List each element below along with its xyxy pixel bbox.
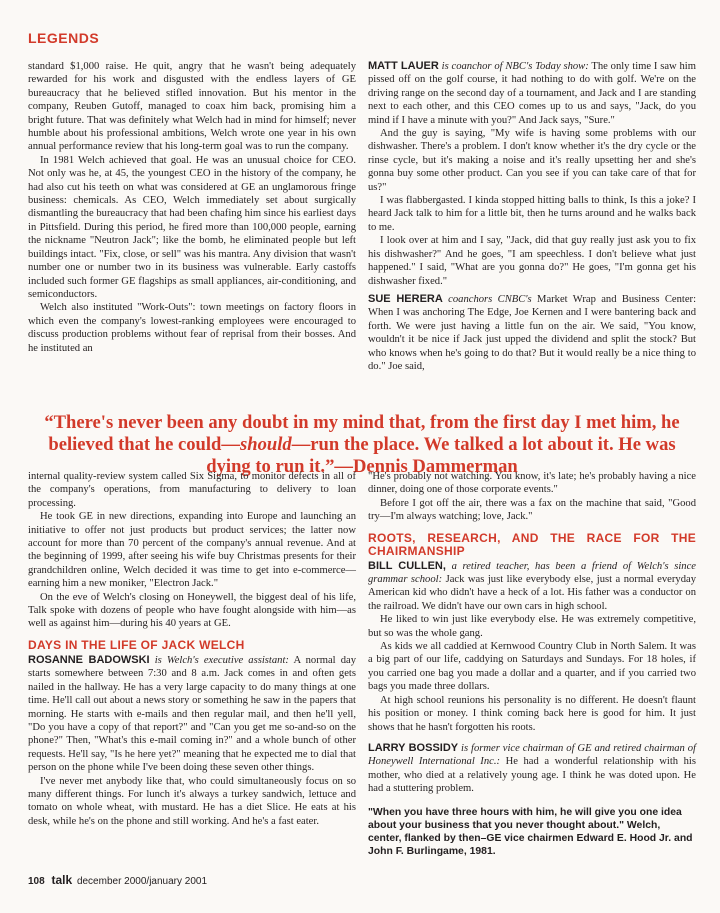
paragraph: Before I got off the air, there was a fax on the machine that said, "Good try—I'm always watching; love, Jack." [368, 497, 696, 523]
testimony-bill-cullen [368, 560, 696, 614]
paragraph: I've never met anybody like that, who could simultaneously focus on so many different things. For lunch it's always a turkey sandwich, lettuce and tomato on whole wheat, with mustard. He has a diet Slice. He eats at his desk, while he's on the phone and still working. And he's a fast eater. [28, 775, 356, 827]
paragraph: internal quality-review system called Six Sigma, to monitor defects in all of the company's operations, from manufacturing to delivery to loan processing. [28, 471, 356, 509]
testimony-text: He had a wonderful relationship with his mother, who died at a relatively young age. I think he was doted upon. He had a stuttering problem. [368, 756, 696, 795]
column-left-upper [28, 60, 356, 355]
subhead-days-in-the-life: DAYS IN THE LIFE OF JACK WELCH [28, 637, 245, 652]
paragraph: I was flabbergasted. I kinda stopped hitting balls to think, Is this a joke? I heard Jack talk to him for a little bit, then he turns around and he walks back to me. [368, 195, 696, 233]
speaker-name: BILL CULLEN, [368, 559, 446, 572]
paragraph: Welch also instituted "Work-Outs": town meetings on factory floors in which even the company's lowest-ranking employees were encouraged to discuss production problems without fear of reprisal from their bosses. And he instituted an [28, 302, 356, 354]
section-tag: LEGENDS [28, 30, 100, 46]
paragraph: At high school reunions his personality is no different. He doesn't flaunt his position or money. I think coming back here is good for him. It just shows that he hasn't forgotten his roots. [368, 694, 696, 733]
paragraph: In 1981 Welch achieved that goal. He was an unusual choice for CEO. Not only was he, at 45, the youngest CEO in the history of the company, he had also cut his teeth on what was considered at GE an unglamorous fringe business: chemicals. As CEO, Welch immediately set about surgically dismantling the bureaucracy that had been chafing him since his earliest days in Pittsfield. During this period, he fired more than 100,000 people, earning the nickname "Neutron Jack"; like the bomb, he eliminated people but left buildings intact. "Fix, close, or sell" was his mantra. Any division that wasn't number one or number two in its business was vulnerable. Early castoffs included such former GE flagships as small appliances, air-conditioning, and semiconductors. [28, 154, 356, 300]
testimony-larry-bossidy [368, 742, 696, 796]
speaker-name: MATT LAUER [368, 60, 439, 72]
page-number: 108 [28, 876, 45, 887]
page-footer [28, 873, 207, 887]
testimony-text: Market Wrap and Business Center: When I was anchoring The Edge, Joe Kernen and I were bantering back and forth. We were just having a little fun on the air. We said, "You know, wouldn't it be nice if Jack just upped the dividend and split the stock? But who knows when he's going to do that? But it would really be a nice thing to do." Joe said, [368, 293, 697, 372]
paragraph: He liked to win just like everybody else. He was extremely competitive, but so was the whole gang. [368, 614, 696, 639]
pull-quote-part: —run the place. We talked a lot about it. He was dying to run it.”—Dennis Dammerman [206, 434, 676, 477]
testimony-sue-herera [368, 293, 696, 373]
testimony-matt-lauer [368, 60, 696, 127]
testimony-rosanne-badowski [28, 654, 356, 775]
column-right-lower [368, 470, 696, 858]
speaker-name: SUE HERERA [368, 292, 443, 305]
speaker-role: is coanchor of NBC's Today show: [441, 61, 589, 72]
subhead-roots-research: ROOTS, RESEARCH, AND THE RACE FOR THE CHAIRMANSHIP [368, 530, 696, 558]
speaker-role: coanchors CNBC's [448, 293, 532, 305]
speaker-role: is Welch's executive assistant: [154, 654, 289, 666]
photo-caption: "When you have three hours with him, he will give you one idea about your business that you never thought about." Welch, center, flanked by then–GE vice chairmen Edward E. Hood Jr. and John F. Burlingame, 1981. [368, 806, 693, 857]
paragraph: I look over at him and I say, "Jack, did that guy really just ask you to fix his dishwasher?" And he goes, "I am speechless. I don't believe what just happened." I said, "What are you gonna do?" He goes, "I'm gonna get his dishwasher fixed." [368, 235, 696, 287]
testimony-text: Jack was just like everybody else, just a normal everyday American kid who didn't have a heck of a lot. His father was a conductor on the railroad. We didn't have our own cars in high school. [368, 574, 697, 612]
paragraph: standard $1,000 raise. He quit, angry that he wasn't being adequately rewarded for his work and disgusted with the endless layers of GE bureaucracy that he believed stifled innovation. But his mentor in the company, Reuben Gutoff, managed to coax him back, promising him a bright future. That was definitely what Welch had in mind for himself; never humble about his professional ambitions, Welch wrote one year in his own annual performance review that his long-term goal was to run the company. [28, 61, 356, 153]
pull-quote [28, 412, 696, 478]
issue-date: december 2000/january 2001 [76, 876, 208, 887]
speaker-name: LARRY BOSSIDY [368, 741, 459, 754]
speaker-role: is former vice chairman of GE and retired chairman of Honeywell International Inc.: [368, 742, 696, 768]
pull-quote-part: “There's never been any doubt in my mind that, from the first day I met him, he believed that he could— [44, 412, 680, 455]
pull-quote-emphasis: should [240, 434, 292, 455]
column-right-upper [368, 60, 696, 373]
paragraph: And the guy is saying, "My wife is having some problems with our dishwasher. There's a problem. I don't know whether it's the dry cycle or the rinse cycle, but it's making a noise and it's really upsetting her and she's gonna buy some other product. Can you see if you can take care of that for us?" [368, 128, 696, 193]
speaker-name: ROSANNE BADOWSKI [28, 653, 150, 666]
speaker-role: a retired teacher, has been a friend of Welch's since grammar school: [368, 560, 696, 586]
testimony-text: A normal day starts somewhere between 7:30 and 8 a.m. Jack comes in and often gets nailed in the hallway. He has a very large capacity to do many things at one time. He'll call out about a news story or something he saw in the papers that morning. He starts with e-mails and then regular mail, and then he'll yell, "Do you have a copy of that report?" and "Can you get me so-and-so on the phone?" Then, "What's this e-mail coming in?" and a whole bunch of other requests. He'll say, "Is he here yet?" meaning that he expected me to dial that person on the phone while I've been doing these seven other things. [28, 654, 356, 774]
column-left-lower [28, 470, 356, 828]
paragraph: On the eve of Welch's closing on Honeywell, the biggest deal of his life, Talk spoke with dozens of people who have fought alongside with him—as well as against him—during his 40 years at GE. [28, 591, 356, 630]
paragraph: He took GE in new directions, expanding into Europe and launching an initiative to offer not just products but product services; the latter now account for more than 70 percent of the company's annual revenue. And at the beginning of 1999, after seeing his wife buy Christmas presents for their grandchildren online, Welch decided it was time to get into e-commerce—earning him a new moniker, "Electron Jack." [28, 511, 356, 590]
paragraph: "He's probably not watching. You know, it's late; he's probably having a nice dinner, doing one of those corporate events." [368, 471, 696, 496]
paragraph: As kids we all caddied at Kernwood Country Club in North Salem. It was a big part of our life, caddying on Saturdays and Sundays. For 18 holes, if you carried one bag you made a dollar and a quarter, and if you carried two bags you made three dollars. [368, 641, 696, 693]
magazine-name: talk [51, 873, 73, 887]
testimony-text: The only time I saw him pissed off on the golf course, it had nothing to do with golf. We're on the driving range on the second day of a tournament, and Jack and I are standing next to each other, and this CEO comes up to us and says, "Jack, do you mind if I have a minute with you?" And Jack says, "Sure." [368, 61, 696, 126]
